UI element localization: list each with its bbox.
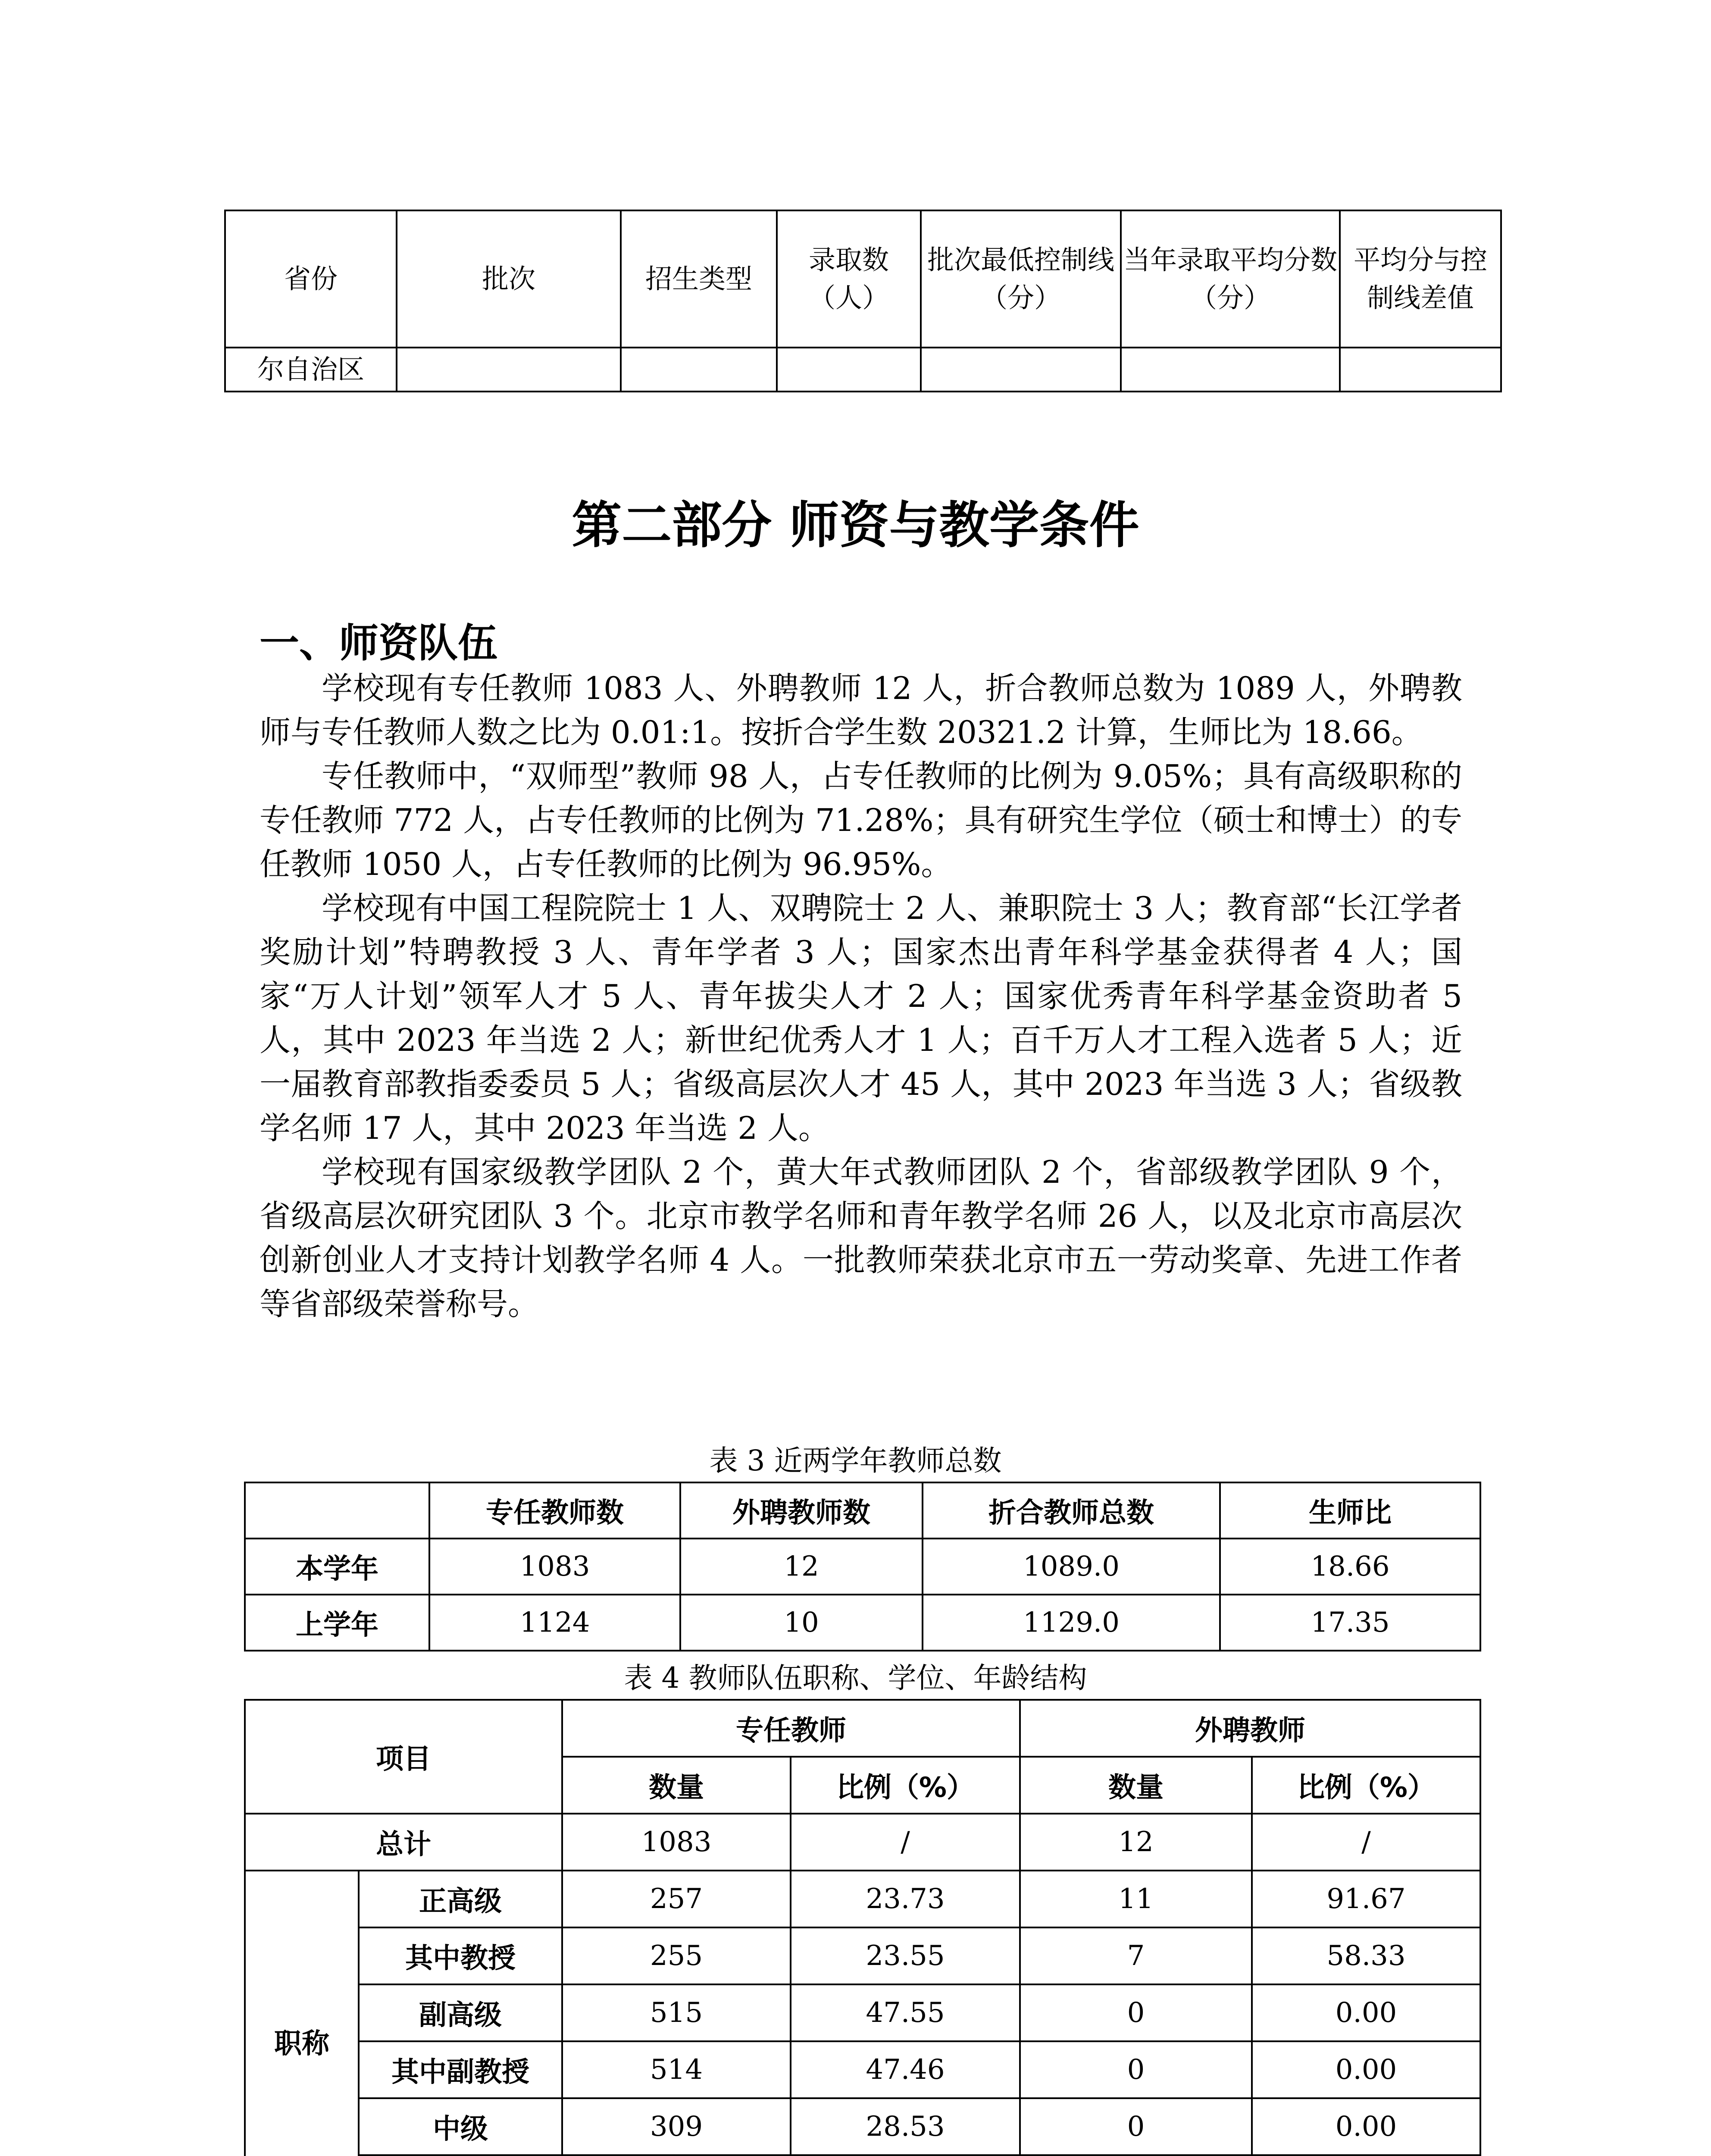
row-label: 上学年 [245, 1595, 429, 1651]
table-header-row [245, 1700, 1480, 1757]
header-item: 项目 [245, 1700, 562, 1814]
table-cell: 255 [562, 1927, 791, 1984]
table-row [245, 1927, 1480, 1984]
table-cell [777, 348, 921, 392]
header-batch: 批次 [397, 210, 621, 348]
teacher-total-table [244, 1482, 1481, 1651]
header-blank [245, 1482, 429, 1539]
table-cell [921, 348, 1121, 392]
header-ex-ratio: 比例（%） [1252, 1757, 1480, 1814]
row-label: 中级 [359, 2098, 562, 2155]
table-cell: 23.55 [791, 1927, 1020, 1984]
row-label: 副高级 [359, 1984, 562, 2041]
row-label: 其中副教授 [359, 2041, 562, 2098]
table-cell: 28.53 [791, 2098, 1020, 2155]
table-cell: 91.67 [1252, 1871, 1480, 1927]
header-score-difference: 平均分与控制线差值 [1340, 210, 1501, 348]
table-row [245, 2041, 1480, 2098]
header-ft-ratio: 比例（%） [791, 1757, 1020, 1814]
table-cell: 58.33 [1252, 1927, 1480, 1984]
table-row [245, 1871, 1480, 1927]
header-admission-type: 招生类型 [621, 210, 777, 348]
table-cell [621, 348, 777, 392]
table-cell: 10 [680, 1595, 923, 1651]
table3-caption: 表 3 近两学年教师总数 [709, 1444, 1002, 1477]
row-label: 正高级 [359, 1871, 562, 1927]
table-cell: / [791, 1814, 1020, 1871]
table-cell: 1129.0 [923, 1595, 1220, 1651]
table-row [225, 348, 1501, 392]
header-student-teacher-ratio: 生师比 [1220, 1482, 1480, 1539]
table-cell: 1083 [429, 1539, 680, 1595]
table-cell: 1124 [429, 1595, 680, 1651]
table-row [245, 1984, 1480, 2041]
table-cell: 12 [1020, 1814, 1252, 1871]
table-row [245, 1595, 1480, 1651]
table-cell: 514 [562, 2041, 791, 2098]
table-cell: 23.73 [791, 1871, 1020, 1927]
row-label: 本学年 [245, 1539, 429, 1595]
table-cell: / [1252, 1814, 1480, 1871]
paragraph: 学校现有国家级教学团队 2 个，黄大年式教师团队 2 个，省部级教学团队 9 个，省级高层次研究团队 3 个。北京市教学名师和青年教学名师 26 人，以及北京市高层次创新创业人才支持计划教学名师 4 人。一批教师荣获北京市五一劳动奖章、先进工作者等省部级荣誉称号。 [260, 1154, 1462, 1322]
header-fulltime-teachers: 专任教师数 [429, 1482, 680, 1539]
table-cell: 0 [1020, 2098, 1252, 2155]
table-cell: 17.35 [1220, 1595, 1480, 1651]
header-converted-total: 折合教师总数 [923, 1482, 1220, 1539]
table-cell: 1089.0 [923, 1539, 1220, 1595]
header-external-group: 外聘教师 [1020, 1700, 1480, 1757]
row-label: 总计 [245, 1814, 562, 1871]
table-cell: 1083 [562, 1814, 791, 1871]
table-cell: 309 [562, 2098, 791, 2155]
body-text [260, 666, 1462, 1326]
table4-caption: 表 4 教师队伍职称、学位、年龄结构 [624, 1661, 1087, 1695]
table-row [245, 1539, 1480, 1595]
table-cell [1121, 348, 1340, 392]
table-cell: 0 [1020, 1984, 1252, 2041]
table-cell: 47.55 [791, 1984, 1020, 2041]
section-title: 一、师资队伍 [260, 620, 498, 666]
header-ft-count: 数量 [562, 1757, 791, 1814]
paragraph: 专任教师中，“双师型”教师 98 人，占专任教师的比例为 9.05%；具有高级职称的专任教师 772 人，占专任教师的比例为 71.28%；具有研究生学位（硕士和博士）的专任教师 1050 人，占专任教师的比例为 96.95%。 [260, 758, 1462, 882]
table-row-total [245, 1814, 1480, 1871]
table-cell: 515 [562, 1984, 791, 2041]
header-admitted-count: 录取数（人） [777, 210, 921, 348]
header-province: 省份 [225, 210, 397, 348]
table-cell: 7 [1020, 1927, 1252, 1984]
header-ex-count: 数量 [1020, 1757, 1252, 1814]
table-cell: 47.46 [791, 2041, 1020, 2098]
table-cell: 0.00 [1252, 2041, 1480, 2098]
teacher-total-header-row [245, 1482, 1480, 1539]
table-cell: 257 [562, 1871, 791, 1927]
table-cell [397, 348, 621, 392]
paragraph: 学校现有中国工程院院士 1 人、双聘院士 2 人、兼职院士 3 人；教育部“长江学者奖励计划”特聘教授 3 人、青年学者 3 人；国家杰出青年科学基金获得者 4 人；国家“万人计划”领军人才 5 人、青年拔尖人才 2 人；国家优秀青年科学基金资助者 5 人，其中 2023 年当选 2 人；新世纪优秀人才 1 人；百千万人才工程入选者 5 人；近一届教育部教指委委员 5 人；省级高层次人才 45 人，其中 2023 年当选 3 人；省级教学名师 17 人，其中 2023 年当选 2 人。 [260, 890, 1462, 1146]
table-cell: 尔自治区 [225, 348, 397, 392]
header-min-control-line: 批次最低控制线（分） [921, 210, 1121, 348]
admission-table [224, 210, 1502, 392]
table-cell: 12 [680, 1539, 923, 1595]
table-row [245, 2098, 1480, 2155]
header-external-teachers: 外聘教师数 [680, 1482, 923, 1539]
table-cell: 11 [1020, 1871, 1252, 1927]
row-label: 其中教授 [359, 1927, 562, 1984]
table-cell: 0 [1020, 2041, 1252, 2098]
table-cell: 18.66 [1220, 1539, 1480, 1595]
paragraph: 学校现有专任教师 1083 人、外聘教师 12 人，折合教师总数为 1089 人，外聘教师与专任教师人数之比为 0.01:1。按折合学生数 20321.2 计算，生师比为 18.66。 [260, 670, 1462, 750]
table-cell [1340, 348, 1501, 392]
admission-table-header-row [225, 210, 1501, 348]
header-average-score: 当年录取平均分数（分） [1121, 210, 1340, 348]
header-fulltime-group: 专任教师 [562, 1700, 1020, 1757]
part-title: 第二部分 师资与教学条件 [572, 496, 1139, 555]
row-group-label: 职称 [245, 1871, 359, 2156]
teacher-structure-table [244, 1699, 1481, 2156]
table-cell: 0.00 [1252, 2098, 1480, 2155]
table-cell: 0.00 [1252, 1984, 1480, 2041]
